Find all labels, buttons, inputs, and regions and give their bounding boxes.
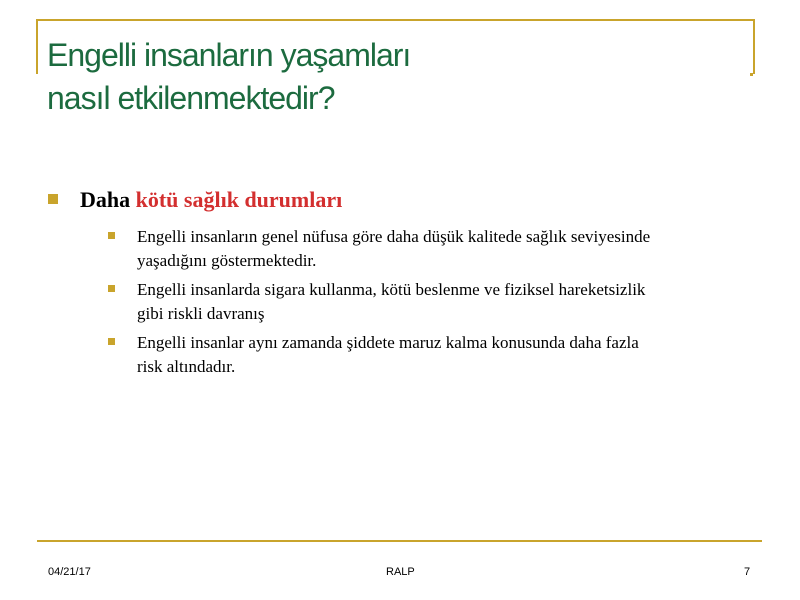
main-bullet-highlight: kötü sağlık durumları: [135, 187, 343, 212]
slide-title: [47, 34, 737, 120]
right-border-tick: [753, 19, 755, 74]
sub-bullet-1: [48, 225, 657, 273]
sub-bullet-text: Engelli insanların genel nüfusa göre daha düşük kalitede sağlık seviyesinde yaşadığını göstermektedir.: [137, 227, 651, 270]
sub-bullet-3: [48, 331, 657, 379]
footer-date: 04/21/17: [48, 566, 91, 578]
small-square-bullet-icon: [108, 285, 115, 292]
sub-bullet-text: Engelli insanlarda sigara kullanma, kötü beslenme ve fiziksel hareketsizlik gibi riskli davranış: [137, 280, 646, 323]
top-border-line: [36, 19, 755, 21]
main-bullet-text: [80, 187, 342, 213]
page-number: 7: [744, 566, 751, 578]
small-square-bullet-icon: [108, 232, 115, 239]
sub-bullet-2: [48, 278, 657, 326]
sub-bullet-text: Engelli insanlar aynı zamanda şiddete maruz kalma konusunda daha fazla risk altındadır.: [137, 333, 639, 376]
main-bullet: [48, 187, 753, 213]
slide-content: [48, 187, 753, 384]
corner-dot: [750, 73, 753, 76]
title-line-1: Engelli insanların yaşamları: [47, 37, 411, 73]
small-square-bullet-icon: [108, 338, 115, 345]
footer-label: RALP: [386, 566, 415, 578]
left-border-tick: [36, 19, 38, 74]
footer-divider: [37, 540, 762, 542]
title-line-2: nasıl etkilenmektedir?: [47, 80, 335, 116]
square-bullet-icon: [48, 194, 58, 204]
main-bullet-prefix: Daha: [80, 187, 136, 212]
